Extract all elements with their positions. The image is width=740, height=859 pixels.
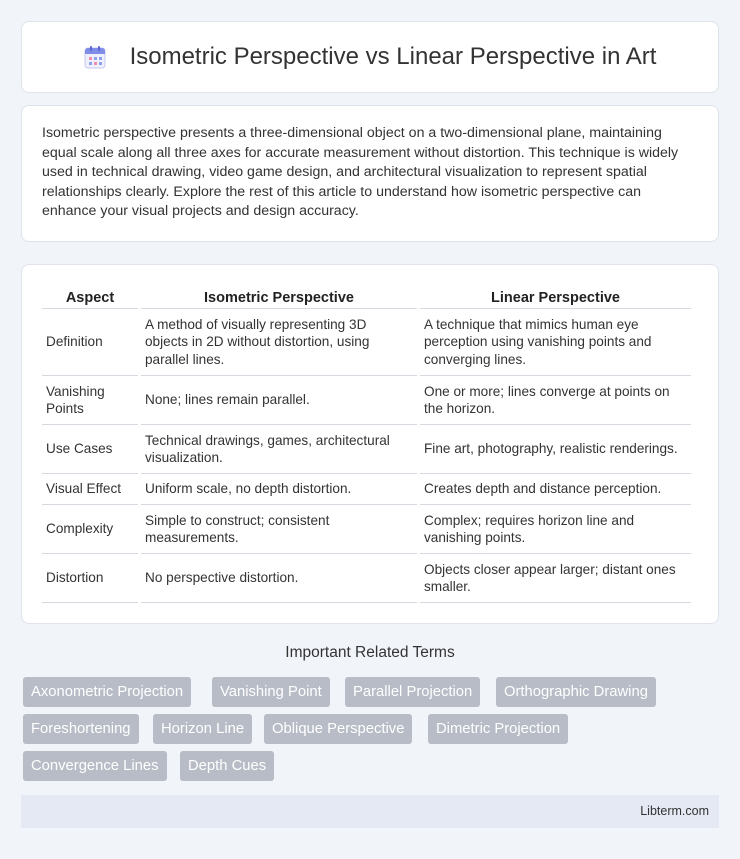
related-term-tag[interactable]: Dimetric Projection — [428, 714, 568, 744]
table-cell-linear: Complex; requires horizon line and vanishing points. — [420, 505, 691, 554]
table-cell-linear: Objects closer appear larger; distant ones smaller. — [420, 554, 691, 603]
table-header-row — [42, 287, 691, 309]
comparison-table-card — [21, 264, 719, 624]
table-cell-aspect: Vanishing Points — [42, 376, 138, 425]
related-term-tag[interactable]: Vanishing Point — [212, 677, 330, 707]
comparison-table — [39, 287, 694, 603]
table-cell-linear: Fine art, photography, realistic renderings. — [420, 425, 691, 474]
table-cell-isometric: Technical drawings, games, architectural visualization. — [141, 425, 417, 474]
table-cell-linear: One or more; lines converge at points on the horizon. — [420, 376, 691, 425]
table-cell-isometric: None; lines remain parallel. — [141, 376, 417, 425]
related-term-tag[interactable]: Horizon Line — [153, 714, 252, 744]
table-cell-isometric: Simple to construct; consistent measurements. — [141, 505, 417, 554]
table-cell-aspect: Distortion — [42, 554, 138, 603]
table-row — [42, 554, 691, 603]
table-row — [42, 474, 691, 505]
footer-site-link[interactable]: Libterm.com — [640, 804, 709, 818]
table-cell-aspect: Use Cases — [42, 425, 138, 474]
related-term-tag[interactable]: Foreshortening — [23, 714, 139, 744]
related-term-tag[interactable]: Oblique Perspective — [264, 714, 412, 744]
table-cell-isometric: No perspective distortion. — [141, 554, 417, 603]
related-term-tag[interactable]: Convergence Lines — [23, 751, 167, 781]
table-cell-aspect: Definition — [42, 309, 138, 376]
table-row — [42, 376, 691, 425]
intro-card — [21, 105, 719, 242]
related-term-tag[interactable]: Orthographic Drawing — [496, 677, 656, 707]
table-row — [42, 505, 691, 554]
table-row — [42, 425, 691, 474]
column-header-linear: Linear Perspective — [420, 287, 691, 309]
table-cell-isometric: A method of visually representing 3D objects in 2D without distortion, using parallel lines. — [141, 309, 417, 376]
table-cell-linear: A technique that mimics human eye perception using vanishing points and converging lines. — [420, 309, 691, 376]
related-terms-title: Important Related Terms — [285, 644, 455, 661]
table-cell-linear: Creates depth and distance perception. — [420, 474, 691, 505]
footer — [21, 795, 719, 828]
column-header-aspect: Aspect — [42, 287, 138, 309]
intro-text: Isometric perspective presents a three-dimensional object on a two-dimensional plane, maintaining equal scale along all three axes for accurate measurement without distortion. This technique is widely used in technical drawing, video game design, and architectural visualization to represent spatial relationships clearly. Explore the rest of this article to understand how isometric perspective can enhance your visual projects and design accuracy. — [42, 125, 679, 220]
table-cell-aspect: Visual Effect — [42, 474, 138, 505]
header-card — [21, 21, 719, 93]
table-cell-aspect: Complexity — [42, 505, 138, 554]
related-term-tag[interactable]: Parallel Projection — [345, 677, 480, 707]
table-cell-isometric: Uniform scale, no depth distortion. — [141, 474, 417, 505]
page-title: Isometric Perspective vs Linear Perspective in Art — [129, 43, 657, 70]
column-header-isometric: Isometric Perspective — [141, 287, 417, 309]
calendar-icon — [84, 45, 106, 69]
related-term-tag[interactable]: Axonometric Projection — [23, 677, 191, 707]
table-row — [42, 309, 691, 376]
related-term-tag[interactable]: Depth Cues — [180, 751, 274, 781]
